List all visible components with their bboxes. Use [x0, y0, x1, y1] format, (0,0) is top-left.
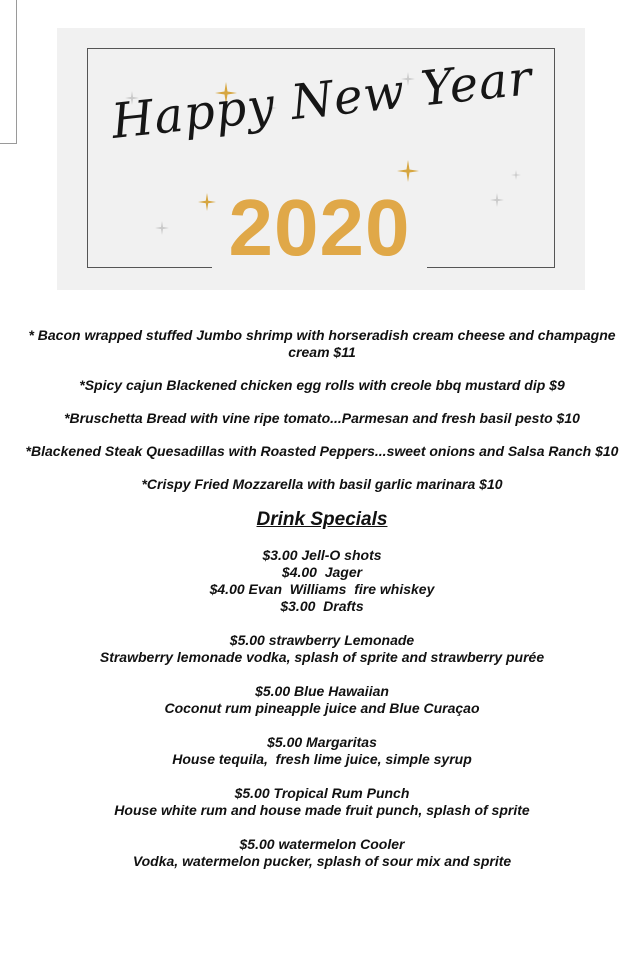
food-special-item: *Blackened Steak Quesadillas with Roasted Peppers...sweet onions and Salsa Ranch $10 — [25, 443, 619, 459]
shot-special: $4.00 Evan Williams fire whiskey — [209, 581, 435, 597]
drink-specials-heading: Drink Specials — [256, 509, 388, 530]
cocktail-description: Coconut rum pineapple juice and Blue Curaçao — [164, 700, 480, 716]
cocktail-description: House white rum and house made fruit punch, splash of sprite — [114, 802, 530, 818]
shot-special: $3.00 Jell-O shots — [262, 547, 382, 563]
sparkle-star-icon — [490, 193, 504, 207]
corner-divider-horizontal — [0, 143, 17, 144]
corner-divider-vertical — [16, 0, 17, 144]
sparkle-star-icon — [511, 170, 521, 180]
food-special-item: *Bruschetta Bread with vine ripe tomato...Parmesan and fresh basil pesto $10 — [64, 410, 580, 426]
happy-new-year-script: Happy New Year — [108, 50, 536, 150]
cocktail-name: $5.00 watermelon Cooler — [239, 836, 405, 852]
shot-special: $3.00 Drafts — [280, 598, 364, 614]
food-special-item: *Spicy cajun Blackened chicken egg rolls with creole bbq mustard dip $9 — [79, 377, 565, 393]
new-year-banner — [57, 28, 585, 290]
cocktail-name: $5.00 Tropical Rum Punch — [234, 785, 410, 801]
food-special-item: *Crispy Fried Mozzarella with basil garlic marinara $10 — [141, 476, 503, 492]
drink-specials-list — [0, 547, 644, 870]
sparkle-star-icon — [155, 221, 169, 235]
cocktail-name: $5.00 Blue Hawaiian — [255, 683, 389, 699]
menu-content — [0, 327, 644, 870]
cocktail-name: $5.00 strawberry Lemonade — [229, 632, 415, 648]
cocktail-name: $5.00 Margaritas — [267, 734, 377, 750]
cocktail-description: Vodka, watermelon pucker, splash of sour mix and sprite — [132, 853, 512, 869]
shot-special: $4.00 Jager — [281, 564, 363, 580]
food-special-item: * Bacon wrapped stuffed Jumbo shrimp with horseradish cream cheese and champagne cream $11 — [28, 327, 616, 360]
sparkle-star-icon — [397, 160, 419, 182]
cocktail-description: Strawberry lemonade vodka, splash of sprite and strawberry purée — [99, 649, 545, 665]
cocktail-description: House tequila, fresh lime juice, simple syrup — [172, 751, 472, 767]
year-text: 2020 — [228, 183, 411, 272]
